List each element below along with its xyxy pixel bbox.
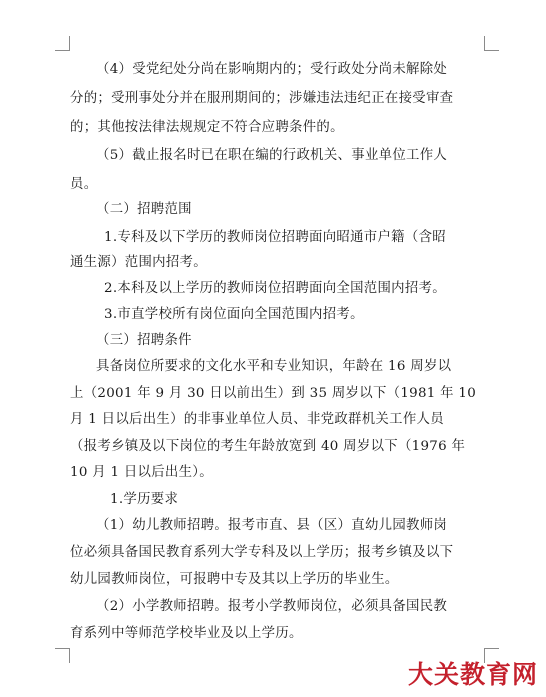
paragraph-line: 3.市直学校所有岗位面向全国范围内招考。 <box>104 307 364 322</box>
margin-corner-mark <box>55 648 70 663</box>
paragraph-line: 通生源）范围内招考。 <box>70 255 207 270</box>
paragraph-line: （4）受党纪处分尚在影响期内的；受行政处分尚未解除处 <box>96 62 448 77</box>
paragraph-line: （2）小学教师招聘。报考小学教师岗位，必须具备国民教 <box>96 599 448 614</box>
paragraph-line: 上（2001 年 9 月 30 日以前出生）到 35 周岁以下（1981 年 10 <box>70 386 477 401</box>
paragraph-line: 1.专科及以下学历的教师岗位招聘面向昭通市户籍（含昭 <box>104 230 446 245</box>
paragraph-line: 2.本科及以上学历的教师岗位招聘面向全国范围内招考。 <box>104 281 446 296</box>
paragraph-line: （5）截止报名时已在职在编的行政机关、事业单位工作人 <box>96 148 448 163</box>
margin-corner-mark <box>484 36 499 51</box>
section-heading: （三）招聘条件 <box>96 333 192 348</box>
paragraph-line: 的；其他按法律法规规定不符合应聘条件的。 <box>70 120 344 135</box>
section-heading: （二）招聘范围 <box>96 202 192 217</box>
paragraph-line: （1）幼儿教师招聘。报考市直、县（区）直幼儿园教师岗 <box>96 518 448 533</box>
section-heading: 1.学历要求 <box>110 492 179 507</box>
paragraph-line: 具备岗位所要求的文化水平和专业知识，年龄在 16 周岁以 <box>96 359 452 374</box>
paragraph-line: 分的；受刑事处分并在服刑期间的；涉嫌违法违纪正在接受审查 <box>70 91 454 106</box>
paragraph-line: 育系列中等师范学校毕业及以上学历。 <box>70 626 303 641</box>
site-watermark: 大关教育网 <box>407 660 538 689</box>
margin-corner-mark <box>55 36 70 51</box>
paragraph-line: 月 1 日以后出生）的非事业单位人员、非党政群机关工作人员 <box>70 412 444 427</box>
paragraph-line: 位必须具备国民教育系列大学专科及以上学历；报考乡镇及以下 <box>70 545 454 560</box>
paragraph-line: 员。 <box>70 177 98 192</box>
paragraph-line: 10 月 1 日以后出生）。 <box>70 465 213 480</box>
paragraph-line: 幼儿园教师岗位，可报聘中专及其以上学历的毕业生。 <box>70 572 399 587</box>
paragraph-line: （报考乡镇及以下岗位的考生年龄放宽到 40 周岁以下（1976 年 <box>70 439 466 454</box>
